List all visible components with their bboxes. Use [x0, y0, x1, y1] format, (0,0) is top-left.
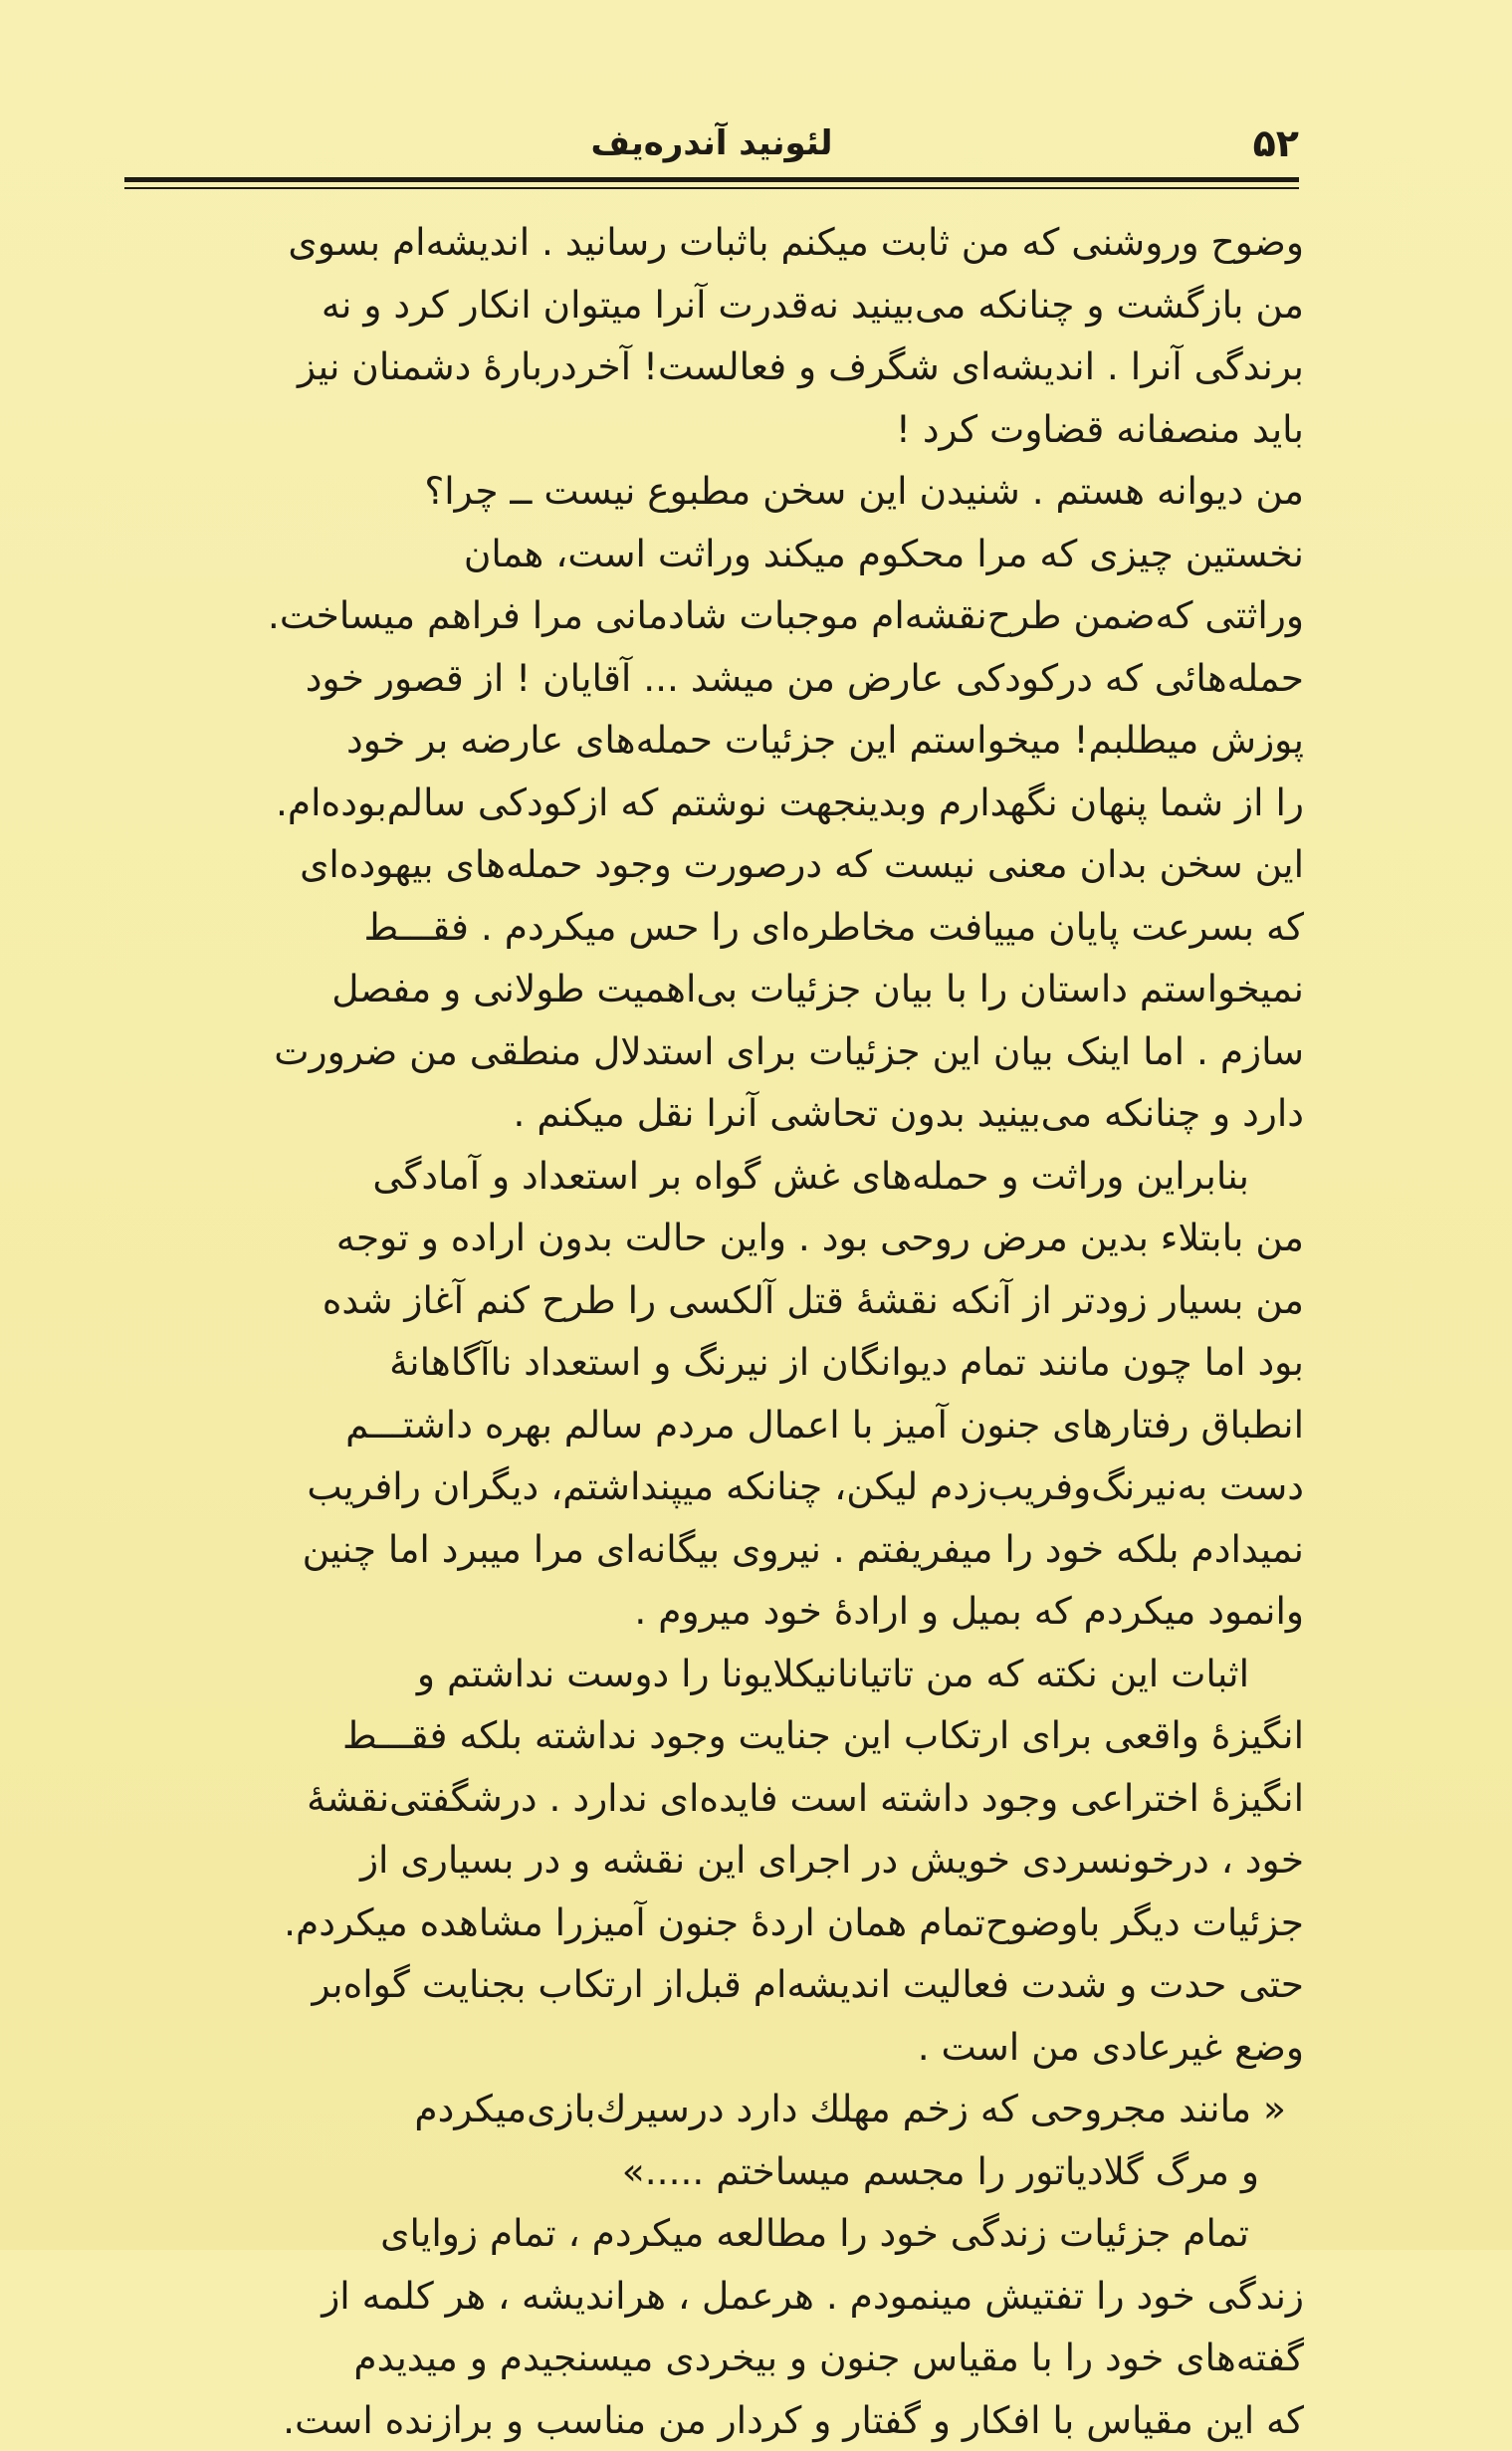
text-line: وضوح وروشنی که من ثابت میکنم باثبات رسانید . اندیشه‌ام بسوی [134, 211, 1304, 274]
text-line: انگیزهٔ واقعی برای ارتکاب این جنایت وجود نداشته بلکه فقـــط [134, 1704, 1304, 1767]
text-line: وراثتی که‌ضمن طرح‌نقشه‌ام موجبات شادمانی مرا فراهم میساخت. [134, 584, 1304, 647]
text-line: انگیزهٔ اختراعی وجود داشته است فایده‌ای ندارد . درشگفتی‌نقشهٔ [134, 1767, 1304, 1830]
paragraph [134, 460, 1304, 1145]
text-line: دارد و چنانکه می‌بینید بدون تحاشی آنرا نقل میکنم . [134, 1082, 1304, 1145]
text-line: سازم . اما اینک بیان این جزئیات برای استدلال منطقی من ضرورت [134, 1020, 1304, 1083]
text-line: بنابراین وراثت و حمله‌های غش گواه بر استعداد و آمادگی [134, 1145, 1304, 1208]
text-line: اثبات این نکته که من تاتیانانیکلایونا را دوست نداشتم و [134, 1643, 1304, 1705]
text-line: و مرگ گلادیاتور را مجسم میساختم .....» [134, 2140, 1304, 2203]
text-line: نخستین چیزی که مرا محکوم میکند وراثت است، همان [134, 523, 1304, 585]
text-line: این سخن بدان معنی نیست که درصورت وجود حمله‌های بیهوده‌ای [134, 833, 1304, 896]
text-line: جزئیات دیگر باوضوح‌تمام همان اردهٔ جنون آمیزرا مشاهده میکردم. [134, 1892, 1304, 1954]
text-line: « مانند مجروحی که زخم مهلك دارد درسیرك‌بازی‌میکردم [134, 2078, 1304, 2140]
text-line: انطباق رفتارهای جنون آمیز با اعمال مردم سالم بهره داشتـــم [134, 1394, 1304, 1456]
running-title: لئونید آندره‌یف [124, 123, 1299, 163]
text-line: دست به‌نیرنگ‌وفریب‌زدم لیکن، چنانکه میپنداشتم، دیگران رافریب [134, 1455, 1304, 1518]
paragraph [134, 1643, 1304, 2079]
text-line: که این مقیاس با افکار و گفتار و کردار من مناسب و برازنده است. [134, 2389, 1304, 2451]
text-line: گفته‌های خود را با مقیاس جنون و بیخردی میسنجیدم و میدیدم [134, 2327, 1304, 2389]
text-line: نمیخواستم داستان را با بیان جزئیات بی‌اهمیت طولانی و مفصل [134, 958, 1304, 1020]
header-rule-thin [124, 187, 1299, 189]
page-header [124, 117, 1299, 177]
header-rule-thick [124, 177, 1299, 182]
text-line: من بازگشت و چنانکه می‌بینید نه‌قدرت آنرا میتوان انکار کرد و نه [134, 274, 1304, 336]
paragraph [134, 211, 1304, 460]
text-line: حتی حدت و شدت فعالیت اندیشه‌ام قبل‌از ارتکاب بجنایت گواه‌بر [134, 1953, 1304, 2016]
text-line: وانمود میکردم که بمیل و ارادهٔ خود میروم . [134, 1580, 1304, 1643]
text-line: من بابتلاء بدین مرض روحی بود . واین حالت بدون اراده و توجه [134, 1207, 1304, 1269]
text-line: بود اما چون مانند تمام دیوانگان از نیرنگ و استعداد ناآگاهانهٔ [134, 1331, 1304, 1394]
text-line: زندگی خود را تفتیش مینمودم . هرعمل ، هراندیشه ، هر کلمه از [134, 2265, 1304, 2328]
text-line: تمام جزئیات زندگی خود را مطالعه میکردم ، تمام زوایای [134, 2202, 1304, 2265]
quotation [134, 2078, 1304, 2202]
text-line: حمله‌هائی که درکودکی عارض من میشد ... آقایان ! از قصور خود [134, 647, 1304, 710]
text-line: من بسیار زودتر از آنکه نقشهٔ قتل آلکسی را طرح کنم آغاز شده [134, 1269, 1304, 1332]
body-text [134, 211, 1304, 2451]
paragraph [134, 2202, 1304, 2451]
text-line: پوزش میطلبم! میخواستم این جزئیات حمله‌های عارضه بر خود [134, 709, 1304, 772]
text-line: نمیدادم بلکه خود را میفریفتم . نیروی بیگانه‌ای مرا میبرد اما چنین [134, 1518, 1304, 1581]
paragraph [134, 1145, 1304, 1643]
text-line: وضع غیرعادی من است . [134, 2016, 1304, 2079]
text-line: خود ، درخونسردی خویش در اجرای این نقشه و در بسیاری از [134, 1829, 1304, 1892]
text-line: که بسرعت پایان مییافت مخاطره‌ای را حس میکردم . فقـــط [134, 896, 1304, 959]
text-line: برندگی آنرا . اندیشه‌ای شگرف و فعالست! آخردربارهٔ دشمنان نیز [134, 335, 1304, 398]
page-number: ۵۲ [1253, 121, 1299, 165]
text-line: باید منصفانه قضاوت کرد ! [134, 398, 1304, 461]
text-line: را از شما پنهان نگهدارم وبدینجهت نوشتم که ازکودکی سالم‌بوده‌ام. [134, 772, 1304, 834]
text-line: من دیوانه هستم . شنیدن این سخن مطبوع نیست ــ چرا؟ [134, 460, 1304, 523]
